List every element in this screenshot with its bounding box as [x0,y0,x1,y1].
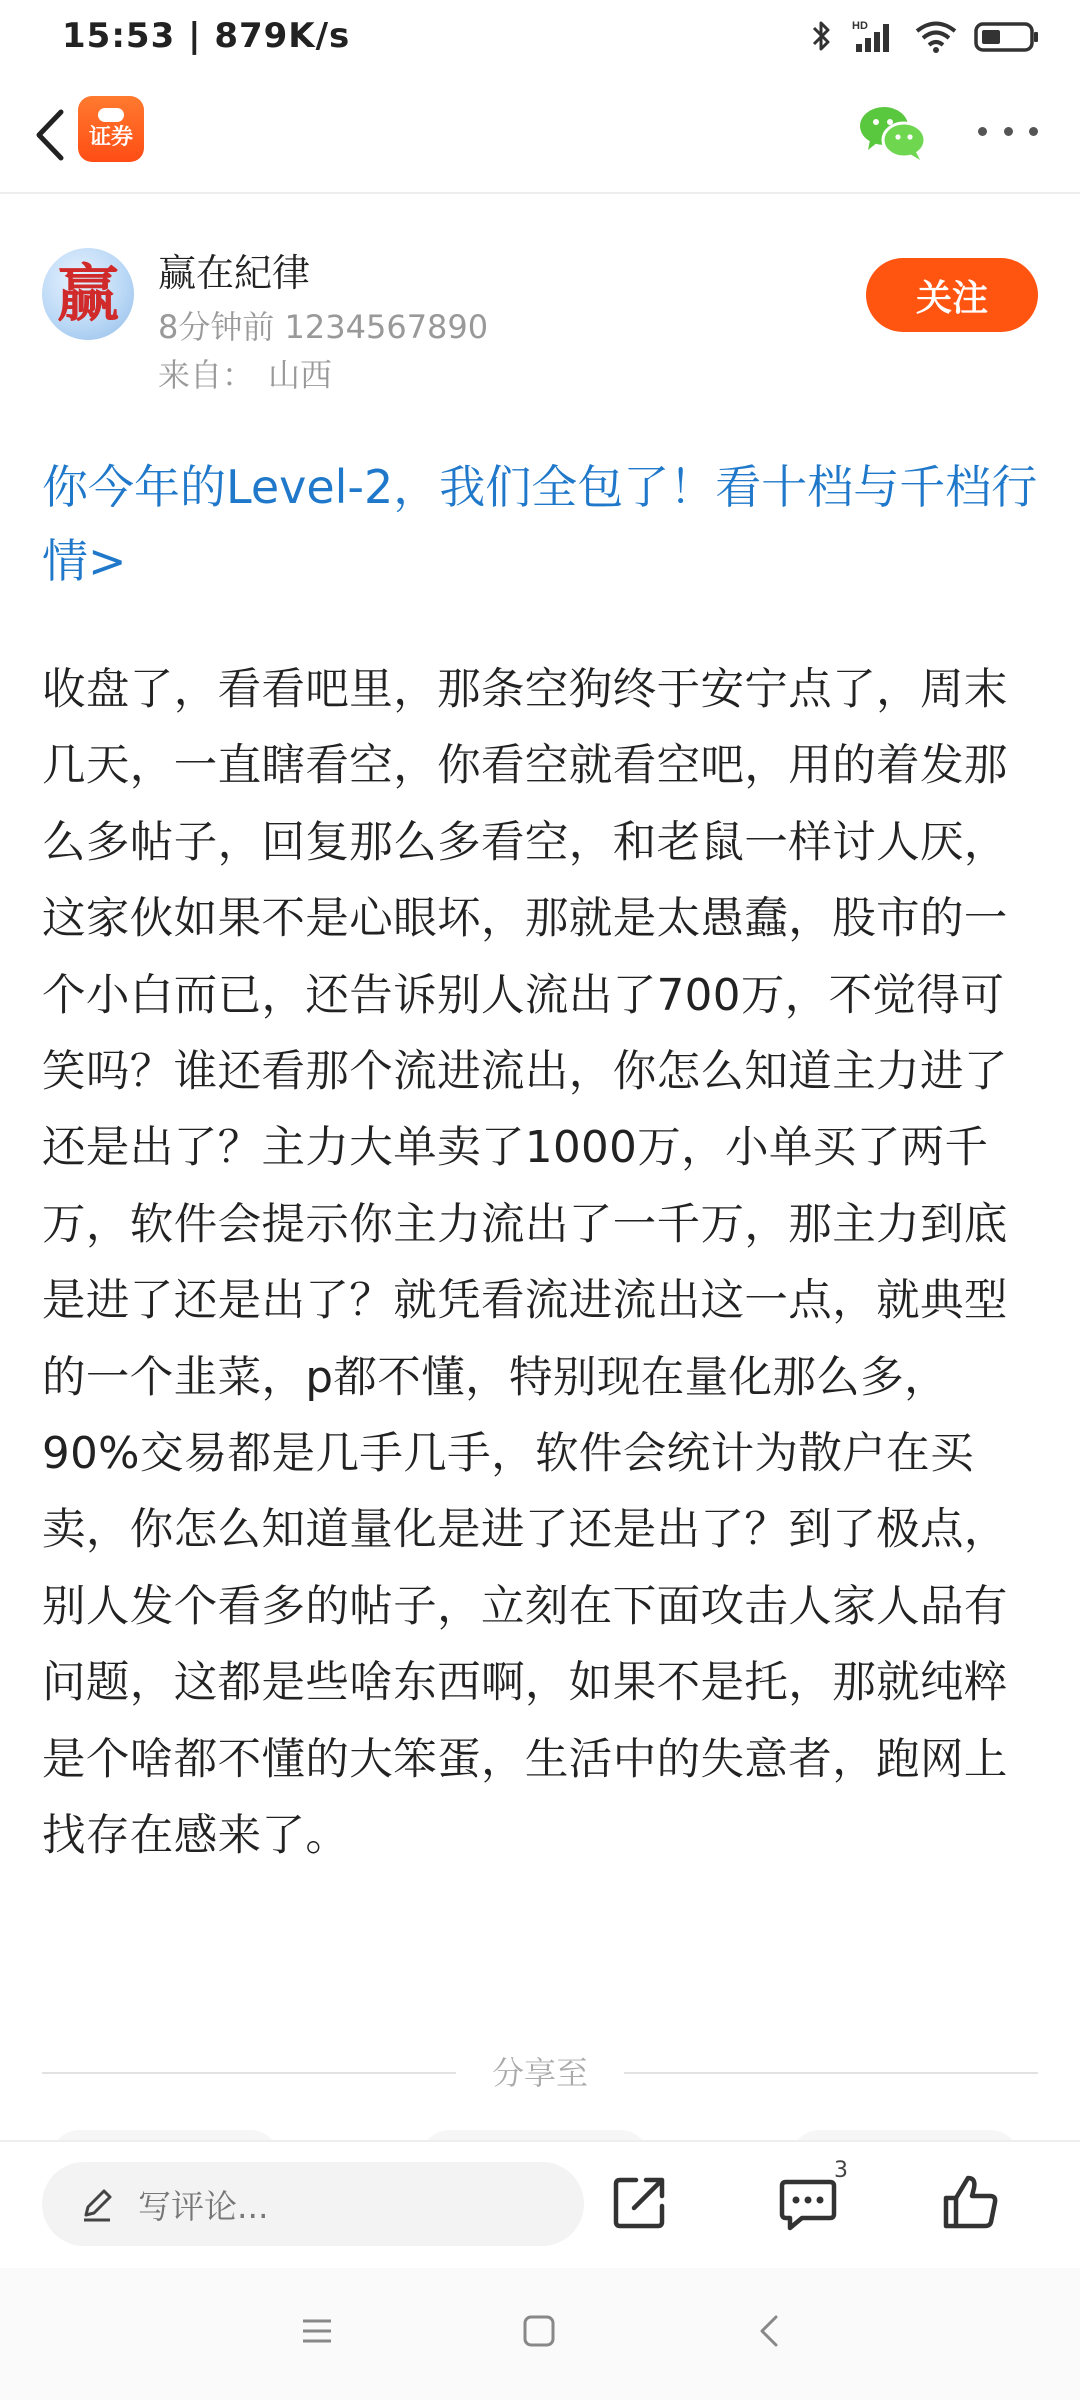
more-icon [978,127,987,136]
more-options-button[interactable] [978,116,1038,146]
pen-icon [78,2185,116,2223]
back-icon[interactable] [752,2314,786,2348]
wifi-icon [914,18,958,54]
author-name[interactable]: 赢在紀律 [158,251,311,295]
system-navigation-bar [0,2268,1080,2400]
app-logo-text: 证券 [88,125,133,150]
share-divider [42,2048,1038,2098]
back-button[interactable] [20,102,80,168]
post-body: 收盘了，看看吧里，那条空狗终于安宁点了，周末几天，一直瞎看空，你看空就看空吧，用的着发那么多帖子，回复那么多看空，和老鼠一样讨人厌，这家伙如果不是心眼坏，那就是太愚蠢，股市的一个小白而已，还告诉别人流出了700万，不觉得可笑吗？谁还看那个流进流出，你怎么知道主力进了还是出了？主力大单卖了1000万，小单买了两千万，软件会提示你主力流出了一千万，那主力到底是进了还是出了？就凭看流进流出这一点，就典型的一个韭菜，p都不懂，特别现在量化那么多，90%交易都是几手几手，软件会统计为散户在买卖，你怎么知道量化是进了还是出了？到了极点，别人发个看多的帖子，立刻在下面攻击人家人品有问题，这都是些啥东西啊，如果不是托，那就纯粹是个啥都不懂的大笨蛋，生活中的失意者，跑网上找存在感来了。 [42,665,1008,1862]
hd-label: HD [852,20,868,32]
status-icons [810,18,1040,54]
hd-signal-icon [850,18,898,54]
back-arrow-icon [33,108,67,162]
share-label: 分享至 [42,2048,1038,2094]
location-label: 来自： [158,356,255,394]
comment-placeholder: 写评论... [138,2186,269,2226]
level2-promo-link[interactable]: 你今年的Level-2，我们全包了！看十档与千档行情> [42,460,1038,588]
like-icon[interactable] [940,2172,1000,2232]
wechat-share-button[interactable] [858,102,928,162]
share-icon[interactable] [610,2172,670,2232]
wechat-icon [858,102,928,162]
avatar[interactable] [42,248,134,340]
author-header [0,232,1080,412]
post-time-and-id: 8分钟前 1234567890 [158,308,489,346]
status-bar [0,0,1080,80]
bottom-action-bar [0,2140,1080,2268]
logo-mark-icon [98,108,124,122]
menu-icon[interactable] [300,2314,334,2348]
comment-input[interactable] [42,2162,584,2246]
location-value: 山西 [268,356,333,394]
bluetooth-icon [810,18,834,54]
home-icon[interactable] [522,2314,556,2348]
status-time: 15:53 | 879K/s [62,16,351,56]
battery-icon [974,18,1040,54]
follow-button[interactable]: 关注 [866,258,1038,332]
app-logo[interactable] [78,96,144,162]
comment-icon[interactable] [778,2172,838,2232]
comment-count-badge: 3 [834,2158,848,2183]
nav-bar [0,80,1080,194]
author-location [158,350,332,396]
avatar-glyph: 赢 [56,257,119,330]
